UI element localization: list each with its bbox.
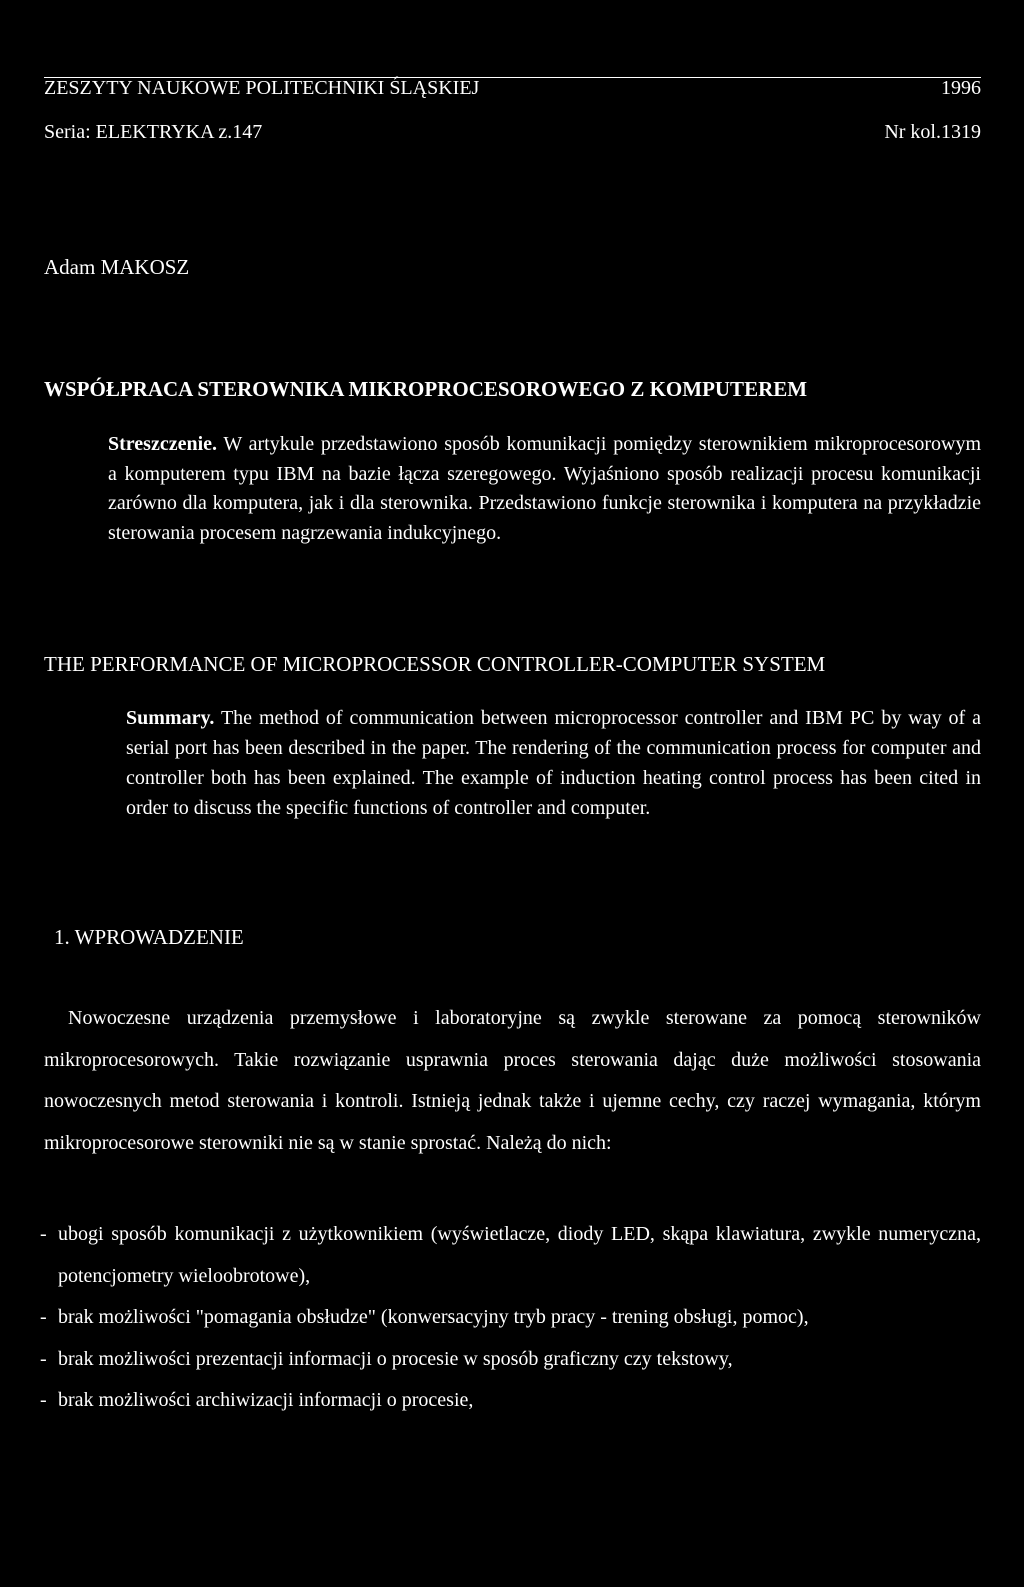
limitations-list: [40, 1214, 981, 1422]
list-item-text: brak możliwości "pomagania obsłudze" (konwersacyjny tryb pracy - trening obsługi, pomoc),: [58, 1306, 809, 1328]
list-dash: -: [40, 1306, 47, 1328]
paper-title-pl: WSPÓŁPRACA STEROWNIKA MIKROPROCESOROWEGO Z KOMPUTEREM: [44, 377, 808, 401]
abstract-label: Streszczenie.: [108, 433, 218, 455]
summary-label: Summary.: [126, 707, 215, 729]
journal-name: ZESZYTY NAUKOWE POLITECHNIKI ŚLĄSKIEJ: [44, 77, 480, 99]
list-item: [40, 1214, 981, 1297]
list-dash: -: [40, 1389, 47, 1411]
list-item-text: brak możliwości prezentacji informacji o procesie w sposób graficzny czy tekstowy,: [58, 1347, 733, 1370]
summary-text: The method of communication between microprocessor controller and IBM PC by way of a serial port has been described in the paper. The rendering of the communication process for computer and controller both has been explained. The example of induction heating control process has been cited in order to discuss the specific functions of controller and computer.: [126, 707, 982, 819]
publication-year: 1996: [941, 77, 981, 99]
list-item: [40, 1297, 981, 1339]
paper-title-en: THE PERFORMANCE OF MICROPROCESSOR CONTROLLER-COMPUTER SYSTEM: [44, 652, 826, 676]
abstract-pl: [108, 430, 981, 548]
list-item-text: ubogi sposób komunikacji z użytkownikiem (wyświetlacze, diody LED, skąpa klawiatura, zwykle numeryczna, potencjometry wieloobrotowe),: [58, 1223, 981, 1287]
journal-header: [44, 76, 981, 99]
summary-en: [126, 703, 981, 823]
list-item: [40, 1339, 981, 1381]
series-info: Seria: ELEKTRYKA z.147: [44, 121, 263, 143]
list-item: [40, 1380, 981, 1422]
section-heading: 1. WPROWADZENIE: [54, 925, 244, 949]
abstract-text: W artykule przedstawiono sposób komunikacji pomiędzy sterownikiem mikroprocesorowym a komputerem typu IBM na bazie łącza szeregowego. Wyjaśniono sposób realizacji procesu komunikacji zarówno dla komputera, jak i dla sterownika. Przedstawiono funkcje sterownika i komputera na przykładzie sterowania procesem nagrzewania indukcyjnego.: [108, 433, 981, 544]
list-item-text: brak możliwości archiwizacji informacji o procesie,: [58, 1389, 474, 1411]
list-dash: -: [40, 1223, 47, 1245]
author-name: Adam MAKOSZ: [44, 255, 190, 279]
volume-number: Nr kol.1319: [884, 121, 981, 143]
intro-paragraph: Nowoczesne urządzenia przemysłowe i laboratoryjne są zwykle sterowane za pomocą sterowników mikroprocesorowych. Takie rozwiązanie usprawnia proces sterowania dając duże możliwości stosowania nowoczesnych metod sterowania i kontroli. Istnieją jednak także i ujemne cechy, czy raczej wymagania, którym mikroprocesorowe sterowniki nie są w stanie sprostać. Należą do nich:: [44, 1007, 981, 1154]
list-dash: -: [40, 1347, 47, 1370]
